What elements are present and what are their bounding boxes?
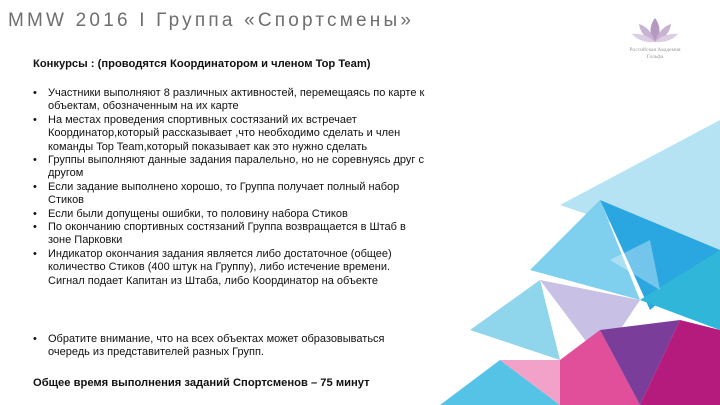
- bullet-marker: •: [33, 221, 37, 234]
- list-item-text: Группы выполняют данные задания паралельно, но не соревнуясь друг с другом: [48, 154, 424, 180]
- bullet-marker: •: [33, 180, 37, 193]
- list-item-text: Если были допущены ошибки, то половину набора Стиков: [48, 207, 348, 220]
- bullet-marker: •: [33, 333, 37, 345]
- list-item: [33, 87, 428, 114]
- list-item-text: Если задание выполнено хорошо, то Группа получает полный набор Стиков: [48, 180, 400, 207]
- list-item: [33, 154, 428, 181]
- lotus-flower-icon: [622, 14, 688, 46]
- list-item: [33, 248, 428, 288]
- bullet-marker: •: [33, 113, 37, 126]
- list-item: [33, 114, 428, 154]
- list-item: [33, 208, 428, 221]
- logo-line-2: Гольфа: [646, 54, 664, 60]
- list-item: [33, 221, 428, 248]
- bullet-list-note: [33, 333, 428, 360]
- bullet-marker: •: [33, 247, 37, 260]
- total-time: Общее время выполнения заданий Спортсменов – 75 минут: [33, 377, 370, 389]
- bullet-list: [33, 87, 428, 288]
- list-item: [33, 333, 428, 360]
- list-item-text: Участники выполняют 8 различных активностей, перемещаясь по карте к объектам, обозначенным на их карте: [48, 87, 425, 113]
- list-item: [33, 181, 428, 208]
- list-item-text: По окончанию спортивных состязаний Группа возвращается в Штаб в зоне Парковки: [48, 221, 406, 247]
- intro-heading: Конкурсы : (проводятся Координатором и членом Top Team): [33, 58, 371, 70]
- bullet-marker: •: [33, 154, 37, 167]
- bullet-marker: •: [33, 207, 37, 220]
- list-item-text: Обратите внимание, что на всех объектах может образовываться очередь из представителей разных Групп.: [48, 333, 385, 359]
- logo-text: [622, 47, 688, 61]
- list-item-text: На местах проведения спортивных состязаний их встречает Координатор,который рассказывает ,что необходимо сделать и член команды Top Team,который показывает как это нужно сделать: [48, 113, 401, 153]
- slide-title: MMW 2016 I Группа «Спортсмены»: [8, 10, 415, 31]
- logo-line-1: Российская Академия: [629, 47, 681, 53]
- list-item-text: Индикатор окончания задания является либо достаточное (общее) количество Стиков (400 штук на Группу), либо истечение времени. Сигнал подает Капитан из Штаба, либо Координатор на объекте: [48, 247, 392, 287]
- bullet-marker: •: [33, 87, 37, 99]
- logo: [622, 14, 688, 70]
